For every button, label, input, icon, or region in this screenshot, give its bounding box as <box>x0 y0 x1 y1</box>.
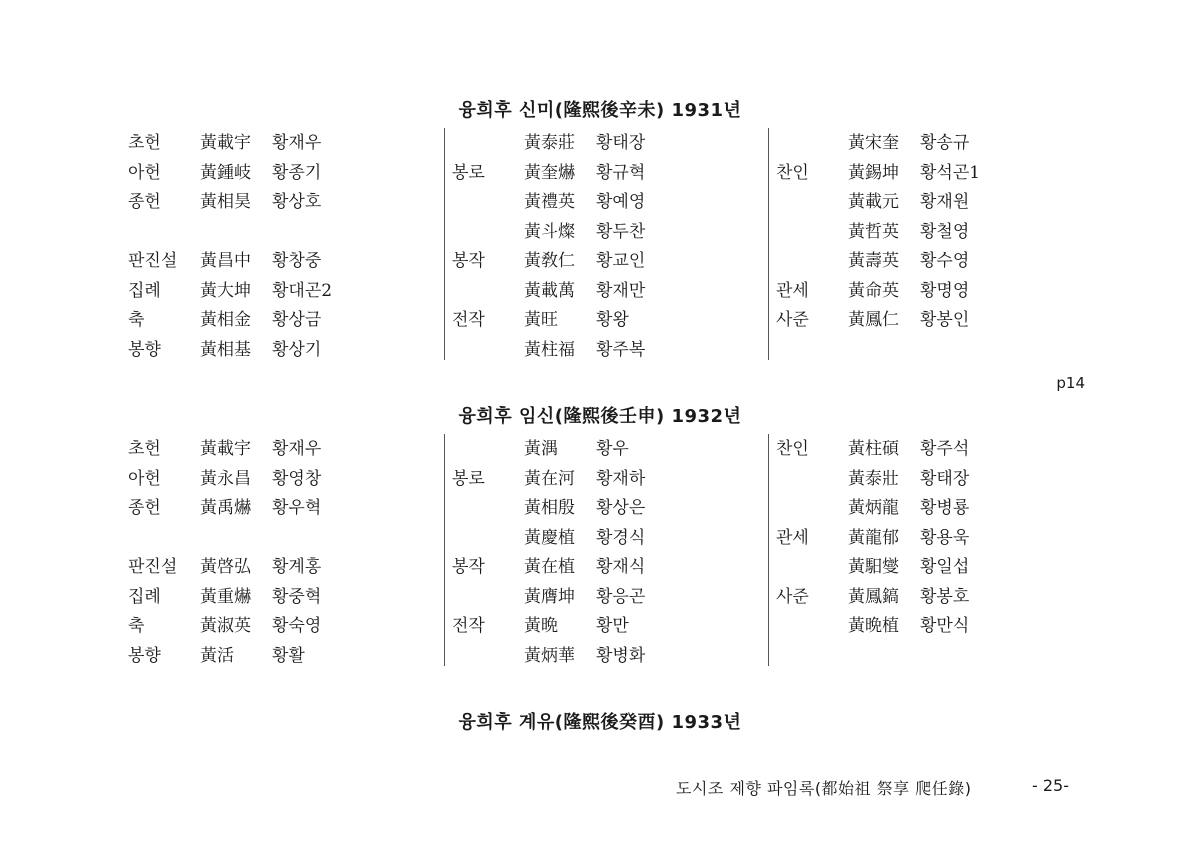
hangul-name: 황숙영 <box>272 616 322 636</box>
role-label: 축 <box>128 616 145 636</box>
hangul-name: 황재만 <box>596 280 646 301</box>
hangul-name: 황주석 <box>920 439 970 459</box>
role-label: 축 <box>128 310 145 330</box>
page-number: - 25- <box>1032 776 1069 795</box>
hanja-name: 黃淑英 <box>200 616 251 636</box>
hangul-name: 황규혁 <box>596 162 646 183</box>
hangul-name: 황송규 <box>920 133 970 153</box>
hangul-name: 황우혁 <box>272 498 322 518</box>
hanja-name: 黃永昌 <box>200 468 251 489</box>
hanja-name: 黃敎仁 <box>524 251 575 271</box>
hangul-name: 황상금 <box>272 310 322 330</box>
role-label: 아헌 <box>128 162 161 183</box>
role-label: 아헌 <box>128 468 161 489</box>
role-label: 집례 <box>128 280 161 301</box>
hangul-name: 황재식 <box>596 557 646 577</box>
hanja-name: 黃炳龍 <box>848 498 899 518</box>
hanja-name: 黃湡 <box>524 439 558 459</box>
hanja-name: 黃奎爀 <box>524 162 575 183</box>
section-title: 융희후 계유(隆熙後癸酉) 1933년 <box>458 712 742 733</box>
hanja-name: 黃禹爀 <box>200 498 251 518</box>
hangul-name: 황재하 <box>596 468 646 489</box>
hanja-name: 黃慶植 <box>524 527 575 548</box>
hangul-name: 황창중 <box>272 251 322 271</box>
hangul-name: 황병화 <box>596 645 646 666</box>
role-label: 집례 <box>128 586 161 607</box>
hanja-name: 黃膺坤 <box>524 586 575 607</box>
hangul-name: 황두찬 <box>596 221 646 242</box>
hanja-name: 黃相金 <box>200 310 251 330</box>
hangul-name: 황수영 <box>920 251 970 271</box>
hanja-name: 黃錫坤 <box>848 162 899 183</box>
column-divider <box>444 128 445 360</box>
hanja-name: 黃柱碩 <box>848 439 899 459</box>
hanja-name: 黃壽英 <box>848 251 899 271</box>
role-label: 봉로 <box>452 468 485 489</box>
role-label: 전작 <box>452 616 485 636</box>
hangul-name: 황주복 <box>596 339 646 360</box>
page-label: p14 <box>1056 374 1085 392</box>
hanja-name: 黃重爀 <box>200 586 251 607</box>
hanja-name: 黃炳華 <box>524 645 575 666</box>
hanja-name: 黃旺 <box>524 310 558 330</box>
section-title: 융희후 신미(隆熙後辛未) 1931년 <box>458 100 742 121</box>
hangul-name: 황철영 <box>920 221 970 242</box>
hangul-name: 황만 <box>596 616 629 636</box>
hanja-name: 黃載萬 <box>524 280 575 301</box>
hanja-name: 黃晩植 <box>848 616 899 636</box>
hangul-name: 황교인 <box>596 251 646 271</box>
role-label: 사준 <box>776 310 809 330</box>
hanja-name: 黃相昊 <box>200 192 251 212</box>
hanja-name: 黃載宇 <box>200 133 251 153</box>
hangul-name: 황상호 <box>272 192 322 212</box>
hanja-name: 黃命英 <box>848 280 899 301</box>
hangul-name: 황상기 <box>272 339 322 360</box>
hangul-name: 황명영 <box>920 280 970 301</box>
role-label: 종헌 <box>128 498 161 518</box>
hangul-name: 황재원 <box>920 192 970 212</box>
hanja-name: 黃在植 <box>524 557 575 577</box>
role-label: 사준 <box>776 586 809 607</box>
hangul-name: 황응곤 <box>596 586 646 607</box>
hanja-name: 黃載元 <box>848 192 899 212</box>
hangul-name: 황중혁 <box>272 586 322 607</box>
role-label: 관세 <box>776 280 809 301</box>
role-label: 봉향 <box>128 339 161 360</box>
hanja-name: 黃大坤 <box>200 280 251 301</box>
role-label: 관세 <box>776 527 809 548</box>
hanja-name: 黃鳳仁 <box>848 310 899 330</box>
role-label: 초헌 <box>128 133 161 153</box>
role-label: 봉로 <box>452 162 485 183</box>
role-label: 봉작 <box>452 557 485 577</box>
hangul-name: 황병룡 <box>920 498 970 518</box>
role-label: 판진설 <box>128 251 178 271</box>
role-label: 판진설 <box>128 557 178 577</box>
hanja-name: 黃昌中 <box>200 251 251 271</box>
hangul-name: 황만식 <box>920 616 970 636</box>
hanja-name: 黃在河 <box>524 468 575 489</box>
hangul-name: 황봉호 <box>920 586 970 607</box>
role-label: 초헌 <box>128 439 161 459</box>
hangul-name: 황우 <box>596 439 629 459</box>
column-divider <box>768 128 769 360</box>
hangul-name: 황대곤2 <box>272 280 333 301</box>
column-divider <box>444 434 445 666</box>
role-label: 전작 <box>452 310 485 330</box>
hanja-name: 黃鍾岐 <box>200 162 251 183</box>
column-divider <box>768 434 769 666</box>
hangul-name: 황태장 <box>920 468 970 489</box>
hangul-name: 황영창 <box>272 468 322 489</box>
role-label: 봉작 <box>452 251 485 271</box>
hanja-name: 黃宋奎 <box>848 133 899 153</box>
hanja-name: 黃馹燮 <box>848 557 899 577</box>
hangul-name: 황상은 <box>596 498 646 518</box>
hanja-name: 黃晩 <box>524 616 558 636</box>
hangul-name: 황예영 <box>596 192 646 212</box>
hanja-name: 黃泰莊 <box>524 133 575 153</box>
role-label: 종헌 <box>128 192 161 212</box>
hangul-name: 황태장 <box>596 133 646 153</box>
hangul-name: 황봉인 <box>920 310 970 330</box>
role-label: 찬인 <box>776 439 809 459</box>
hangul-name: 황활 <box>272 645 305 666</box>
hanja-name: 黃鳳鎬 <box>848 586 899 607</box>
hangul-name: 황재우 <box>272 133 322 153</box>
hanja-name: 黃啓弘 <box>200 557 251 577</box>
footer-title: 도시조 제향 파임록(都始祖 祭享 爬任錄) <box>676 779 972 798</box>
hangul-name: 황종기 <box>272 162 322 183</box>
hangul-name: 황경식 <box>596 527 646 548</box>
hanja-name: 黃相基 <box>200 339 251 360</box>
hanja-name: 黃龍郁 <box>848 527 899 548</box>
hangul-name: 황계홍 <box>272 557 322 577</box>
hanja-name: 黃相殷 <box>524 498 575 518</box>
hanja-name: 黃禮英 <box>524 192 575 212</box>
role-label: 찬인 <box>776 162 809 183</box>
hangul-name: 황용욱 <box>920 527 970 548</box>
hanja-name: 黃載宇 <box>200 439 251 459</box>
role-label: 봉향 <box>128 645 161 666</box>
hangul-name: 황재우 <box>272 439 322 459</box>
hangul-name: 황일섭 <box>920 557 970 577</box>
hanja-name: 黃柱福 <box>524 339 575 360</box>
hanja-name: 黃哲英 <box>848 221 899 242</box>
hangul-name: 황석곤1 <box>920 162 981 183</box>
section-title: 융희후 임신(隆熙後壬申) 1932년 <box>458 406 742 427</box>
hanja-name: 黃活 <box>200 645 234 666</box>
hangul-name: 황왕 <box>596 310 629 330</box>
hanja-name: 黃泰壯 <box>848 468 899 489</box>
hanja-name: 黃斗燦 <box>524 221 575 242</box>
